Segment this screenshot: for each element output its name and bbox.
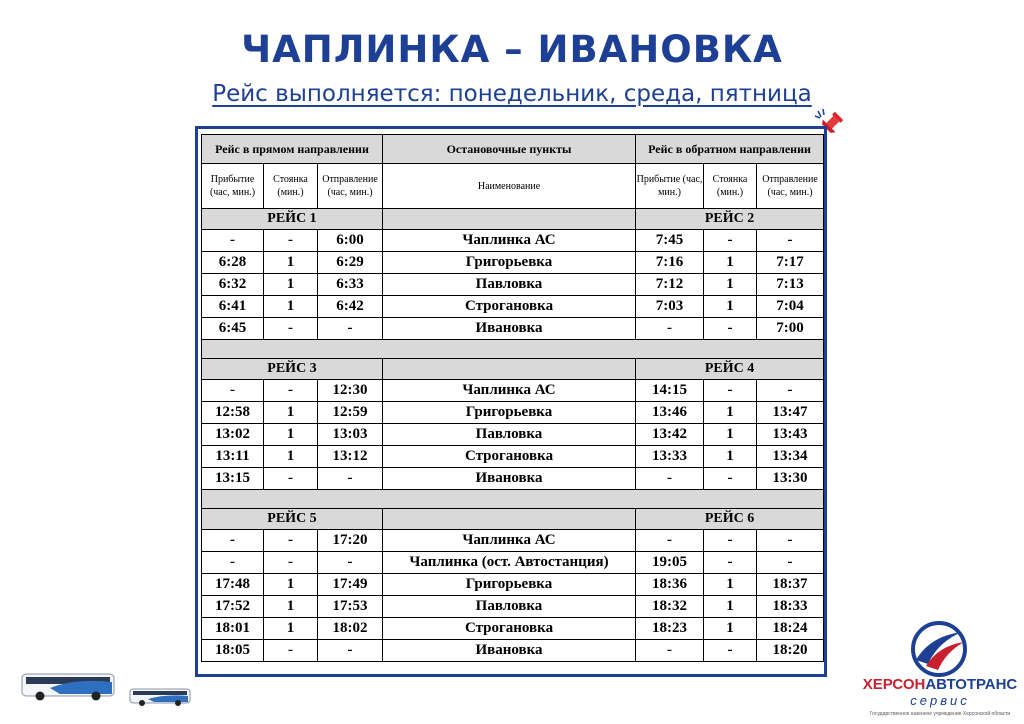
logo-brand-part2: АВТОТРАНС bbox=[925, 676, 1018, 693]
departure-cell: 17:49 bbox=[318, 574, 383, 596]
return-arrival-cell: 7:12 bbox=[636, 274, 704, 296]
arrival-cell: 6:28 bbox=[202, 252, 264, 274]
return-stay-cell: - bbox=[704, 640, 757, 662]
departure-cell: 18:02 bbox=[318, 618, 383, 640]
table-row bbox=[202, 380, 824, 402]
table-row bbox=[202, 446, 824, 468]
stay-cell: - bbox=[264, 230, 318, 252]
return-arrival-cell: 19:05 bbox=[636, 552, 704, 574]
stay-cell: - bbox=[264, 468, 318, 490]
return-stay-cell: 1 bbox=[704, 424, 757, 446]
return-departure-cell: 7:13 bbox=[757, 274, 824, 296]
table-row bbox=[202, 552, 824, 574]
trip-return-label: РЕЙС 4 bbox=[636, 359, 824, 380]
return-stay-cell: 1 bbox=[704, 402, 757, 424]
stop-name-cell: Строгановка bbox=[383, 618, 636, 640]
return-departure-cell: 18:24 bbox=[757, 618, 824, 640]
stop-name-cell: Ивановка bbox=[383, 468, 636, 490]
trip-header-empty bbox=[383, 209, 636, 230]
return-direction-header: Рейс в обратном направлении bbox=[636, 135, 824, 164]
return-stay-cell: - bbox=[704, 552, 757, 574]
return-stay-cell: - bbox=[704, 318, 757, 340]
return-departure-cell: 13:30 bbox=[757, 468, 824, 490]
stay-return-header: Стоянка (мин.) bbox=[704, 164, 757, 209]
departure-cell: - bbox=[318, 640, 383, 662]
departure-cell: 13:12 bbox=[318, 446, 383, 468]
return-stay-cell: - bbox=[704, 468, 757, 490]
return-arrival-cell: 18:36 bbox=[636, 574, 704, 596]
return-arrival-cell: - bbox=[636, 318, 704, 340]
return-arrival-cell: 7:03 bbox=[636, 296, 704, 318]
return-departure-cell: 7:04 bbox=[757, 296, 824, 318]
schedule-body bbox=[202, 135, 824, 662]
table-row bbox=[202, 252, 824, 274]
arrival-cell: - bbox=[202, 380, 264, 402]
trip-forward-label: РЕЙС 5 bbox=[202, 509, 383, 530]
trip-header-row bbox=[202, 209, 824, 230]
return-arrival-cell: 13:46 bbox=[636, 402, 704, 424]
arrival-cell: 13:11 bbox=[202, 446, 264, 468]
stop-name-cell: Григорьевка bbox=[383, 252, 636, 274]
arrival-cell: 13:15 bbox=[202, 468, 264, 490]
return-departure-cell: 18:37 bbox=[757, 574, 824, 596]
return-departure-cell: 7:00 bbox=[757, 318, 824, 340]
schedule-table bbox=[201, 134, 824, 662]
arrival-cell: 13:02 bbox=[202, 424, 264, 446]
arrival-cell: 12:58 bbox=[202, 402, 264, 424]
return-stay-cell: 1 bbox=[704, 618, 757, 640]
stay-cell: 1 bbox=[264, 574, 318, 596]
return-departure-cell: 7:17 bbox=[757, 252, 824, 274]
departure-cell: 12:30 bbox=[318, 380, 383, 402]
return-departure-cell: 18:33 bbox=[757, 596, 824, 618]
table-row bbox=[202, 574, 824, 596]
schedule-frame bbox=[195, 126, 827, 677]
departure-cell: 6:29 bbox=[318, 252, 383, 274]
return-arrival-cell: - bbox=[636, 468, 704, 490]
table-row bbox=[202, 402, 824, 424]
return-arrival-cell: 7:45 bbox=[636, 230, 704, 252]
return-arrival-cell: 18:23 bbox=[636, 618, 704, 640]
trip-forward-label: РЕЙС 3 bbox=[202, 359, 383, 380]
return-arrival-cell: 13:33 bbox=[636, 446, 704, 468]
table-row bbox=[202, 296, 824, 318]
stop-name-cell: Ивановка bbox=[383, 318, 636, 340]
trip-return-label: РЕЙС 2 bbox=[636, 209, 824, 230]
departure-cell: - bbox=[318, 468, 383, 490]
return-departure-cell: 13:47 bbox=[757, 402, 824, 424]
arrival-cell: 6:41 bbox=[202, 296, 264, 318]
arrival-header: Прибытие (час, мин.) bbox=[202, 164, 264, 209]
return-arrival-cell: - bbox=[636, 530, 704, 552]
arrival-cell: 17:48 bbox=[202, 574, 264, 596]
return-stay-cell: 1 bbox=[704, 296, 757, 318]
return-stay-cell: 1 bbox=[704, 274, 757, 296]
trip-header-row bbox=[202, 509, 824, 530]
departure-cell: 13:03 bbox=[318, 424, 383, 446]
departure-cell: - bbox=[318, 318, 383, 340]
forward-direction-header: Рейс в прямом направлении bbox=[202, 135, 383, 164]
stay-cell: 1 bbox=[264, 252, 318, 274]
stop-name-cell: Чаплинка АС bbox=[383, 230, 636, 252]
return-arrival-cell: - bbox=[636, 640, 704, 662]
departure-cell: 17:20 bbox=[318, 530, 383, 552]
return-departure-cell: - bbox=[757, 530, 824, 552]
departure-cell: - bbox=[318, 552, 383, 574]
stay-header: Стоянка (мин.) bbox=[264, 164, 318, 209]
return-departure-cell: 18:20 bbox=[757, 640, 824, 662]
stay-cell: 1 bbox=[264, 596, 318, 618]
stop-name-cell: Чаплинка АС bbox=[383, 530, 636, 552]
stop-name-cell: Павловка bbox=[383, 596, 636, 618]
return-stay-cell: 1 bbox=[704, 252, 757, 274]
table-row bbox=[202, 230, 824, 252]
subheader-row bbox=[202, 164, 824, 209]
return-arrival-cell: 14:15 bbox=[636, 380, 704, 402]
arrival-cell: 18:05 bbox=[202, 640, 264, 662]
return-arrival-cell: 18:32 bbox=[636, 596, 704, 618]
return-stay-cell: 1 bbox=[704, 574, 757, 596]
table-row bbox=[202, 596, 824, 618]
table-row bbox=[202, 468, 824, 490]
logo-servis: сервис bbox=[910, 693, 970, 708]
stay-cell: - bbox=[264, 640, 318, 662]
trip-header-row bbox=[202, 359, 824, 380]
departure-cell: 6:33 bbox=[318, 274, 383, 296]
separator-cell bbox=[202, 340, 824, 359]
stop-name-cell: Павловка bbox=[383, 274, 636, 296]
table-row bbox=[202, 618, 824, 640]
return-departure-cell: - bbox=[757, 230, 824, 252]
trip-return-label: РЕЙС 6 bbox=[636, 509, 824, 530]
arrival-cell: 6:45 bbox=[202, 318, 264, 340]
arrival-cell: 17:52 bbox=[202, 596, 264, 618]
block-separator bbox=[202, 490, 824, 509]
return-stay-cell: 1 bbox=[704, 446, 757, 468]
departure-cell: 6:00 bbox=[318, 230, 383, 252]
departure-cell: 17:53 bbox=[318, 596, 383, 618]
return-stay-cell: - bbox=[704, 530, 757, 552]
stops-header: Остановочные пункты bbox=[383, 135, 636, 164]
logo-brand bbox=[860, 676, 1020, 693]
departure-return-header: Отправление (час, мин.) bbox=[757, 164, 824, 209]
table-row bbox=[202, 318, 824, 340]
stay-cell: 1 bbox=[264, 618, 318, 640]
stay-cell: - bbox=[264, 318, 318, 340]
return-arrival-cell: 7:16 bbox=[636, 252, 704, 274]
bus-image bbox=[20, 668, 118, 702]
arrival-cell: - bbox=[202, 552, 264, 574]
return-stay-cell: 1 bbox=[704, 596, 757, 618]
stop-name-cell: Ивановка bbox=[383, 640, 636, 662]
stay-cell: 1 bbox=[264, 424, 318, 446]
table-row bbox=[202, 424, 824, 446]
return-stay-cell: - bbox=[704, 230, 757, 252]
stop-name-cell: Чаплинка АС bbox=[383, 380, 636, 402]
arrival-return-header: Прибытие (час, мин.) bbox=[636, 164, 704, 209]
stay-cell: 1 bbox=[264, 296, 318, 318]
bus-image bbox=[128, 686, 192, 708]
return-departure-cell: - bbox=[757, 552, 824, 574]
stay-cell: - bbox=[264, 530, 318, 552]
stay-cell: 1 bbox=[264, 402, 318, 424]
stop-name-cell: Чаплинка (ост. Автостанция) bbox=[383, 552, 636, 574]
logo-brand-part1: ХЕРСОН bbox=[862, 676, 926, 693]
stay-cell: 1 bbox=[264, 274, 318, 296]
arrival-cell: 6:32 bbox=[202, 274, 264, 296]
return-departure-cell: 13:43 bbox=[757, 424, 824, 446]
table-row bbox=[202, 274, 824, 296]
arrival-cell: 18:01 bbox=[202, 618, 264, 640]
return-arrival-cell: 13:42 bbox=[636, 424, 704, 446]
stop-name-cell: Строгановка bbox=[383, 296, 636, 318]
trip-header-empty bbox=[383, 359, 636, 380]
return-departure-cell: - bbox=[757, 380, 824, 402]
arrival-cell: - bbox=[202, 530, 264, 552]
block-separator bbox=[202, 340, 824, 359]
page-title: ЧАПЛИНКА – ИВАНОВКА bbox=[241, 28, 783, 71]
company-logo bbox=[860, 618, 1020, 724]
table-row bbox=[202, 530, 824, 552]
stay-cell: - bbox=[264, 552, 318, 574]
stop-name-cell: Павловка bbox=[383, 424, 636, 446]
name-header: Наименование bbox=[383, 164, 636, 209]
departure-header: Отправление (час, мин.) bbox=[318, 164, 383, 209]
schedule-days: Рейс выполняется: понедельник, среда, пятница bbox=[212, 81, 812, 107]
stop-name-cell: Строгановка bbox=[383, 446, 636, 468]
trip-forward-label: РЕЙС 1 bbox=[202, 209, 383, 230]
road-swoosh-logo bbox=[908, 620, 970, 678]
trip-header-empty bbox=[383, 509, 636, 530]
separator-cell bbox=[202, 490, 824, 509]
header-row bbox=[202, 135, 824, 164]
return-stay-cell: - bbox=[704, 380, 757, 402]
table-row bbox=[202, 640, 824, 662]
logo-note: Государственное казенное учреждение Херсонской области bbox=[869, 711, 1011, 717]
return-departure-cell: 13:34 bbox=[757, 446, 824, 468]
departure-cell: 12:59 bbox=[318, 402, 383, 424]
stay-cell: 1 bbox=[264, 446, 318, 468]
stop-name-cell: Григорьевка bbox=[383, 402, 636, 424]
stay-cell: - bbox=[264, 380, 318, 402]
arrival-cell: - bbox=[202, 230, 264, 252]
stop-name-cell: Григорьевка bbox=[383, 574, 636, 596]
departure-cell: 6:42 bbox=[318, 296, 383, 318]
